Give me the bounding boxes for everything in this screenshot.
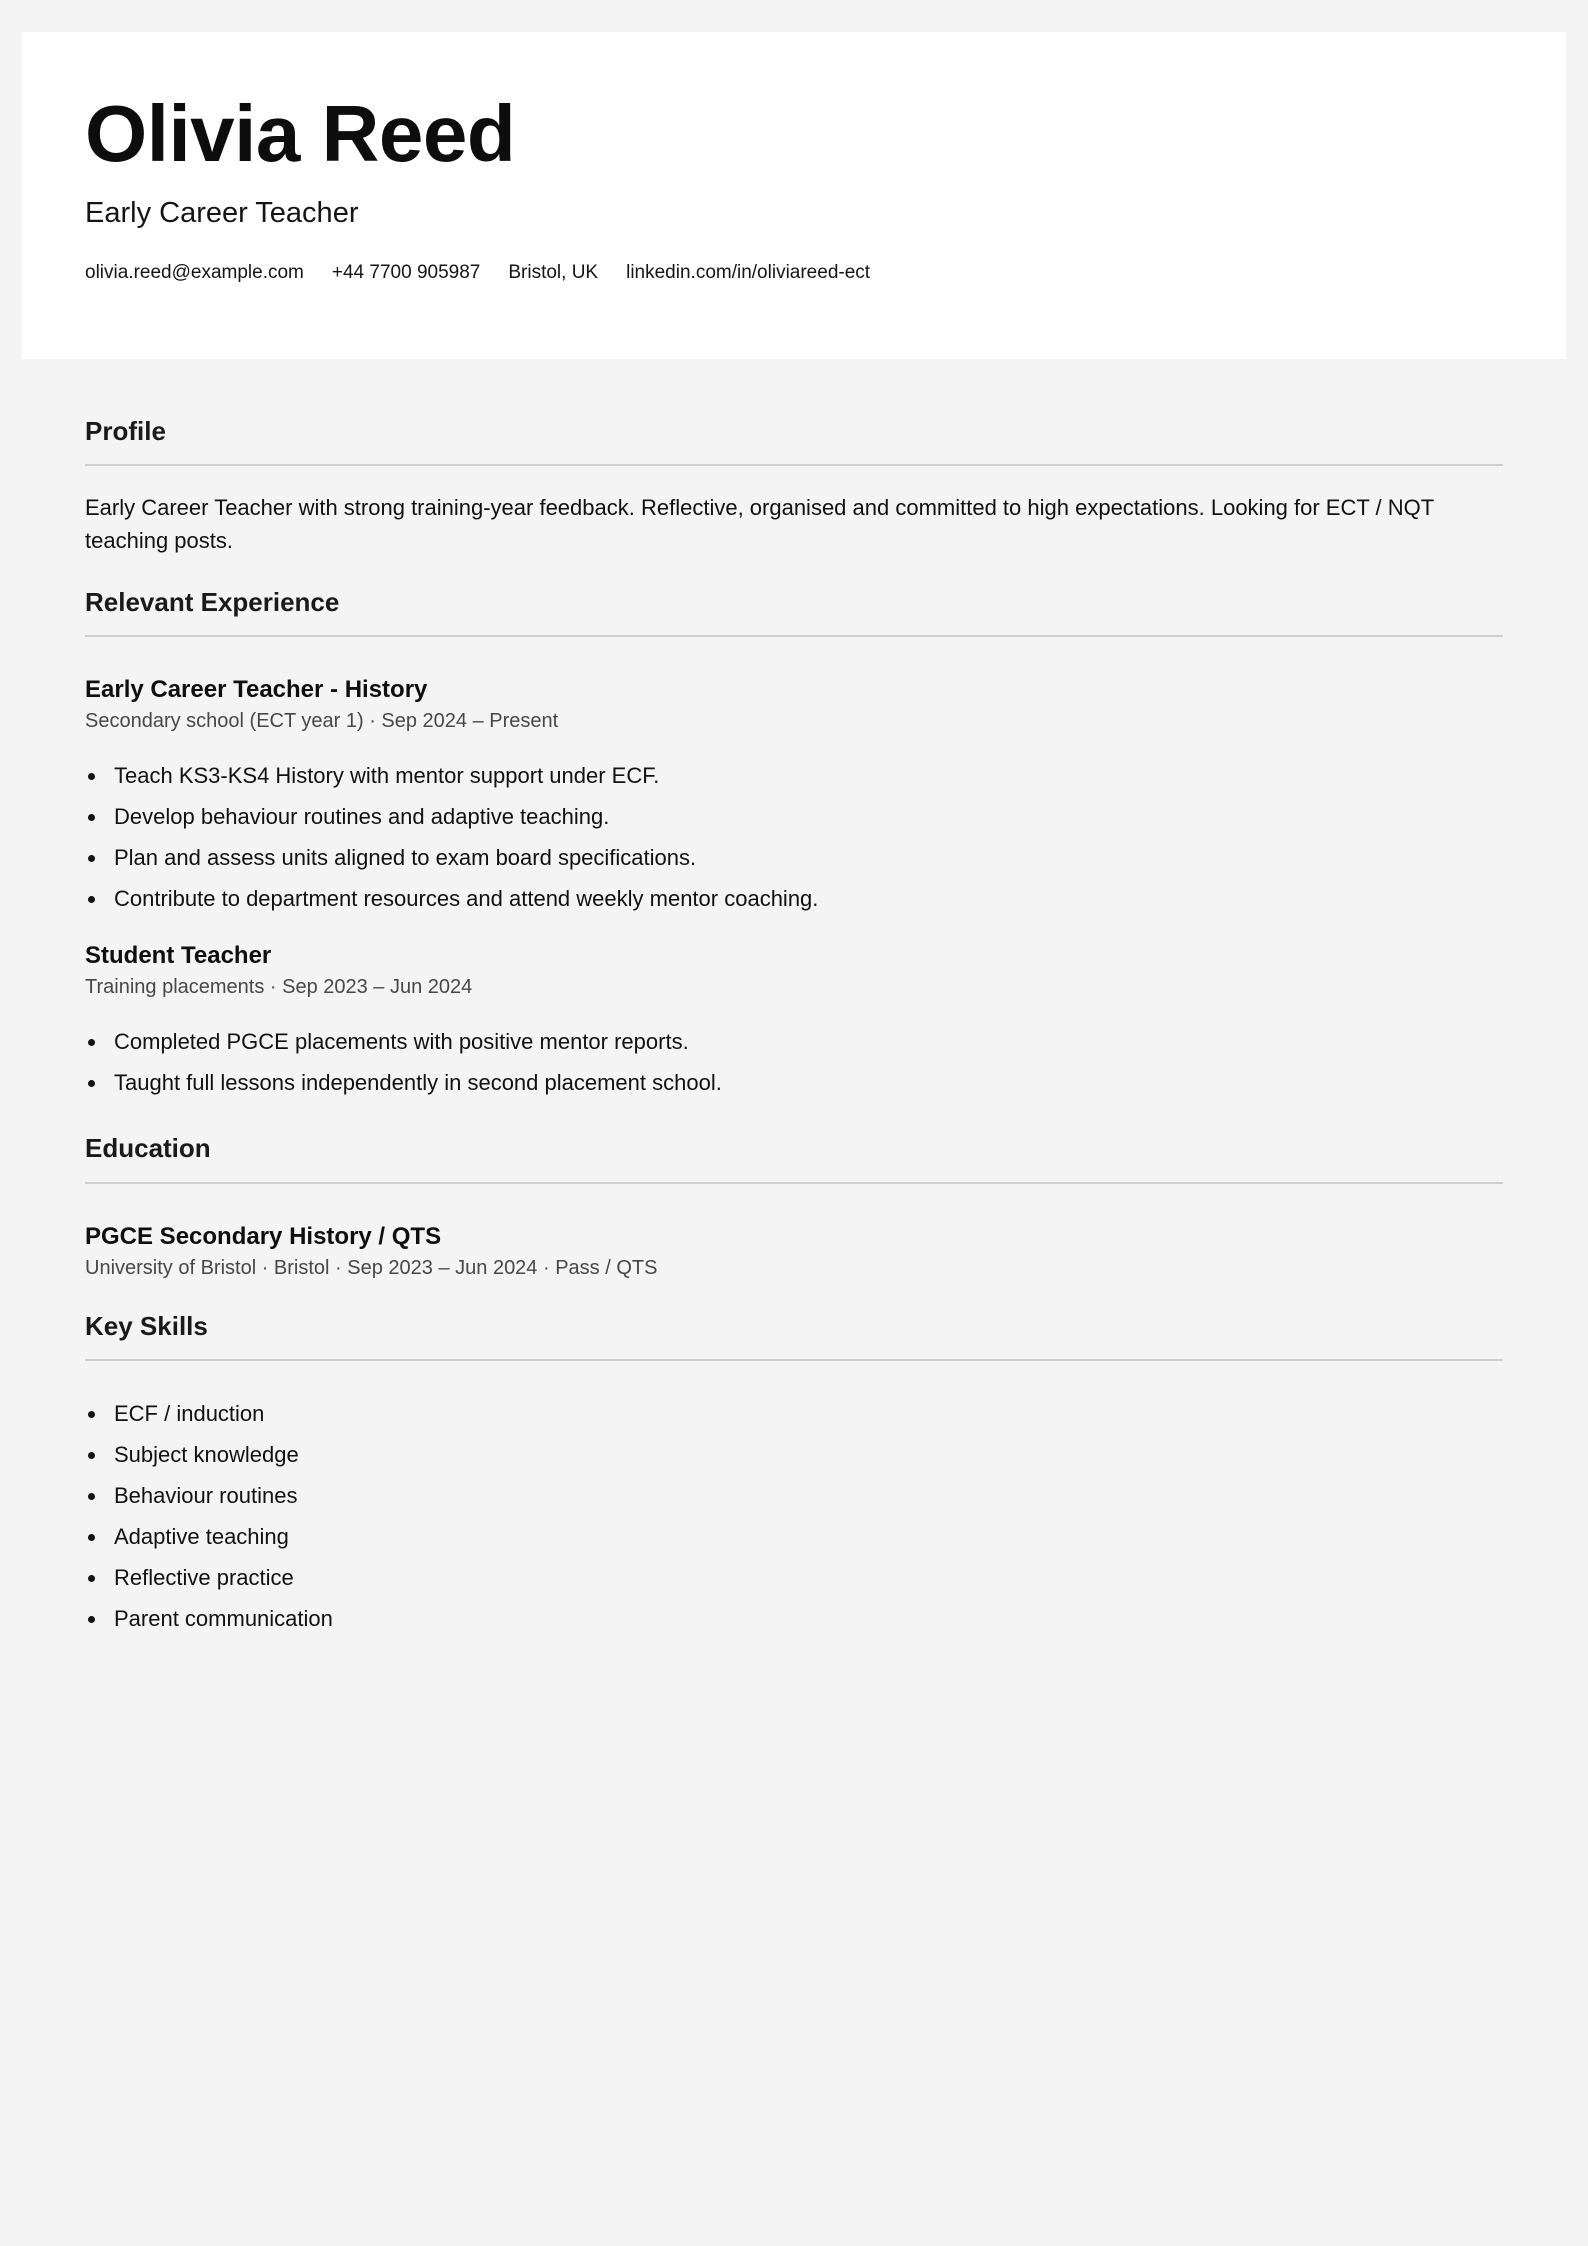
list-item: Plan and assess units aligned to exam board specifications. (85, 837, 1503, 878)
education-entry (85, 1222, 1503, 1281)
experience-entry (85, 675, 1503, 919)
experience-bullets (85, 1021, 1503, 1103)
list-item: Completed PGCE placements with positive mentor reports. (85, 1021, 1503, 1062)
profile-summary: Early Career Teacher with strong training-year feedback. Reflective, organised and committed to high expectations. Looking for ECT / NQT teaching posts. (85, 495, 1434, 554)
header-card (22, 32, 1566, 359)
skills-list (85, 1393, 1503, 1639)
skills-section (85, 1311, 1503, 1639)
section-divider (85, 464, 1503, 466)
experience-meta: Secondary school (ECT year 1) · Sep 2024 – Present (85, 710, 559, 733)
list-item: Develop behaviour routines and adaptive teaching. (85, 796, 1503, 837)
experience-meta: Training placements · Sep 2023 – Jun 2024 (85, 976, 473, 999)
section-heading-experience: Relevant Experience (85, 587, 340, 618)
education-title: PGCE Secondary History / QTS (85, 1222, 442, 1250)
section-divider (85, 1359, 1503, 1361)
section-heading-skills: Key Skills (85, 1310, 208, 1341)
skill-item: Parent communication (85, 1598, 1503, 1639)
education-section (85, 1133, 1503, 1280)
skill-item: Reflective practice (85, 1557, 1503, 1598)
resume-body (85, 416, 1503, 1639)
candidate-name: Olivia Reed (85, 89, 516, 178)
contact-location: Bristol, UK (508, 262, 599, 283)
list-item: Teach KS3-KS4 History with mentor support under ECF. (85, 755, 1503, 796)
list-item: Contribute to department resources and attend weekly mentor coaching. (85, 878, 1503, 919)
contact-email[interactable]: olivia.reed@example.com (85, 262, 304, 283)
contact-linkedin[interactable]: linkedin.com/in/oliviareed-ect (626, 262, 871, 283)
experience-bullets (85, 755, 1503, 919)
experience-title: Early Career Teacher - History (85, 676, 428, 704)
contact-phone[interactable]: +44 7700 905987 (331, 262, 481, 283)
section-heading-education: Education (85, 1133, 211, 1164)
experience-title: Student Teacher (85, 942, 272, 970)
job-title: Early Career Teacher (85, 197, 359, 229)
skill-item: Adaptive teaching (85, 1516, 1503, 1557)
experience-entry (85, 941, 1503, 1103)
profile-section (85, 416, 1503, 557)
list-item: Taught full lessons independently in second placement school. (85, 1062, 1503, 1103)
skill-item: Behaviour routines (85, 1475, 1503, 1516)
skill-item: Subject knowledge (85, 1434, 1503, 1475)
education-meta: University of Bristol · Bristol · Sep 2023 – Jun 2024 · Pass / QTS (85, 1256, 658, 1279)
contact-row (85, 261, 870, 286)
experience-section (85, 587, 1503, 1103)
section-divider (85, 1182, 1503, 1184)
skill-item: ECF / induction (85, 1393, 1503, 1434)
section-heading-profile: Profile (85, 416, 166, 446)
section-divider (85, 635, 1503, 637)
